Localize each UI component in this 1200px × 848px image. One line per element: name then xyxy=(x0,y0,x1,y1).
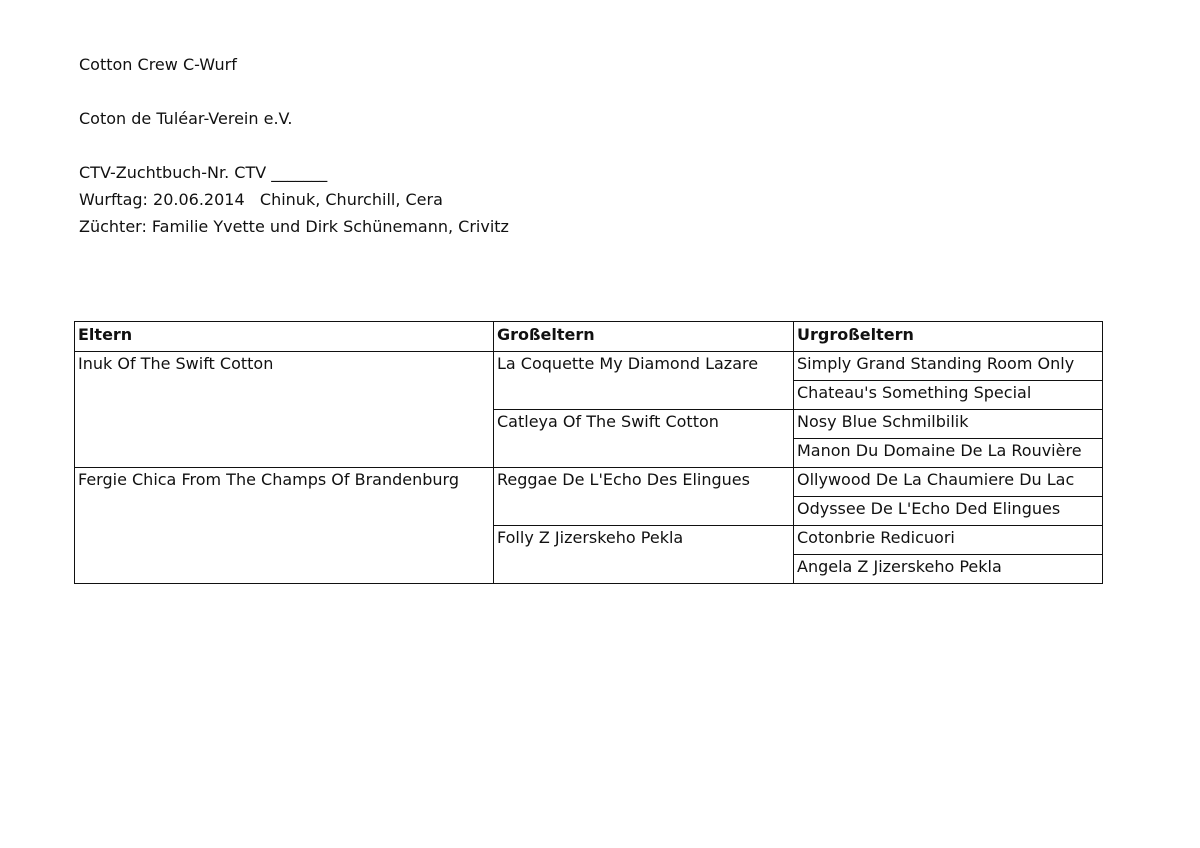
table-row xyxy=(75,468,1103,497)
great-grandparent: Simply Grand Standing Room Only xyxy=(794,352,1103,381)
great-grandparent: Angela Z Jizerskeho Pekla xyxy=(794,555,1103,584)
parent-sire: Inuk Of The Swift Cotton xyxy=(75,352,494,468)
great-grandparent: Cotonbrie Redicuori xyxy=(794,526,1103,555)
great-grandparent: Manon Du Domaine De La Rouvière xyxy=(794,439,1103,468)
great-grandparent: Odyssee De L'Echo Ded Elingues xyxy=(794,497,1103,526)
great-grandparent: Ollywood De La Chaumiere Du Lac xyxy=(794,468,1103,497)
pedigree-table xyxy=(74,321,1103,584)
great-grandparent: Nosy Blue Schmilbilik xyxy=(794,410,1103,439)
club-name: Coton de Tuléar-Verein e.V. xyxy=(79,109,293,128)
header-great-grandparents: Urgroßeltern xyxy=(794,322,1103,352)
grandparent: Reggae De L'Echo Des Elingues xyxy=(494,468,794,526)
grandparent: La Coquette My Diamond Lazare xyxy=(494,352,794,410)
header-parents: Eltern xyxy=(75,322,494,352)
parent-dam: Fergie Chica From The Champs Of Brandenburg xyxy=(75,468,494,584)
breeder-info: Züchter: Familie Yvette und Dirk Schünemann, Crivitz xyxy=(79,217,509,236)
table-header-row xyxy=(75,322,1103,352)
grandparent: Folly Z Jizerskeho Pekla xyxy=(494,526,794,584)
great-grandparent: Chateau's Something Special xyxy=(794,381,1103,410)
grandparent: Catleya Of The Swift Cotton xyxy=(494,410,794,468)
studbook-number: CTV-Zuchtbuch-Nr. CTV _______ xyxy=(79,163,328,182)
litter-date: Wurftag: 20.06.2014 Chinuk, Churchill, Cera xyxy=(79,190,443,209)
header-grandparents: Großeltern xyxy=(494,322,794,352)
document-title: Cotton Crew C-Wurf xyxy=(79,55,237,74)
table-row xyxy=(75,352,1103,381)
